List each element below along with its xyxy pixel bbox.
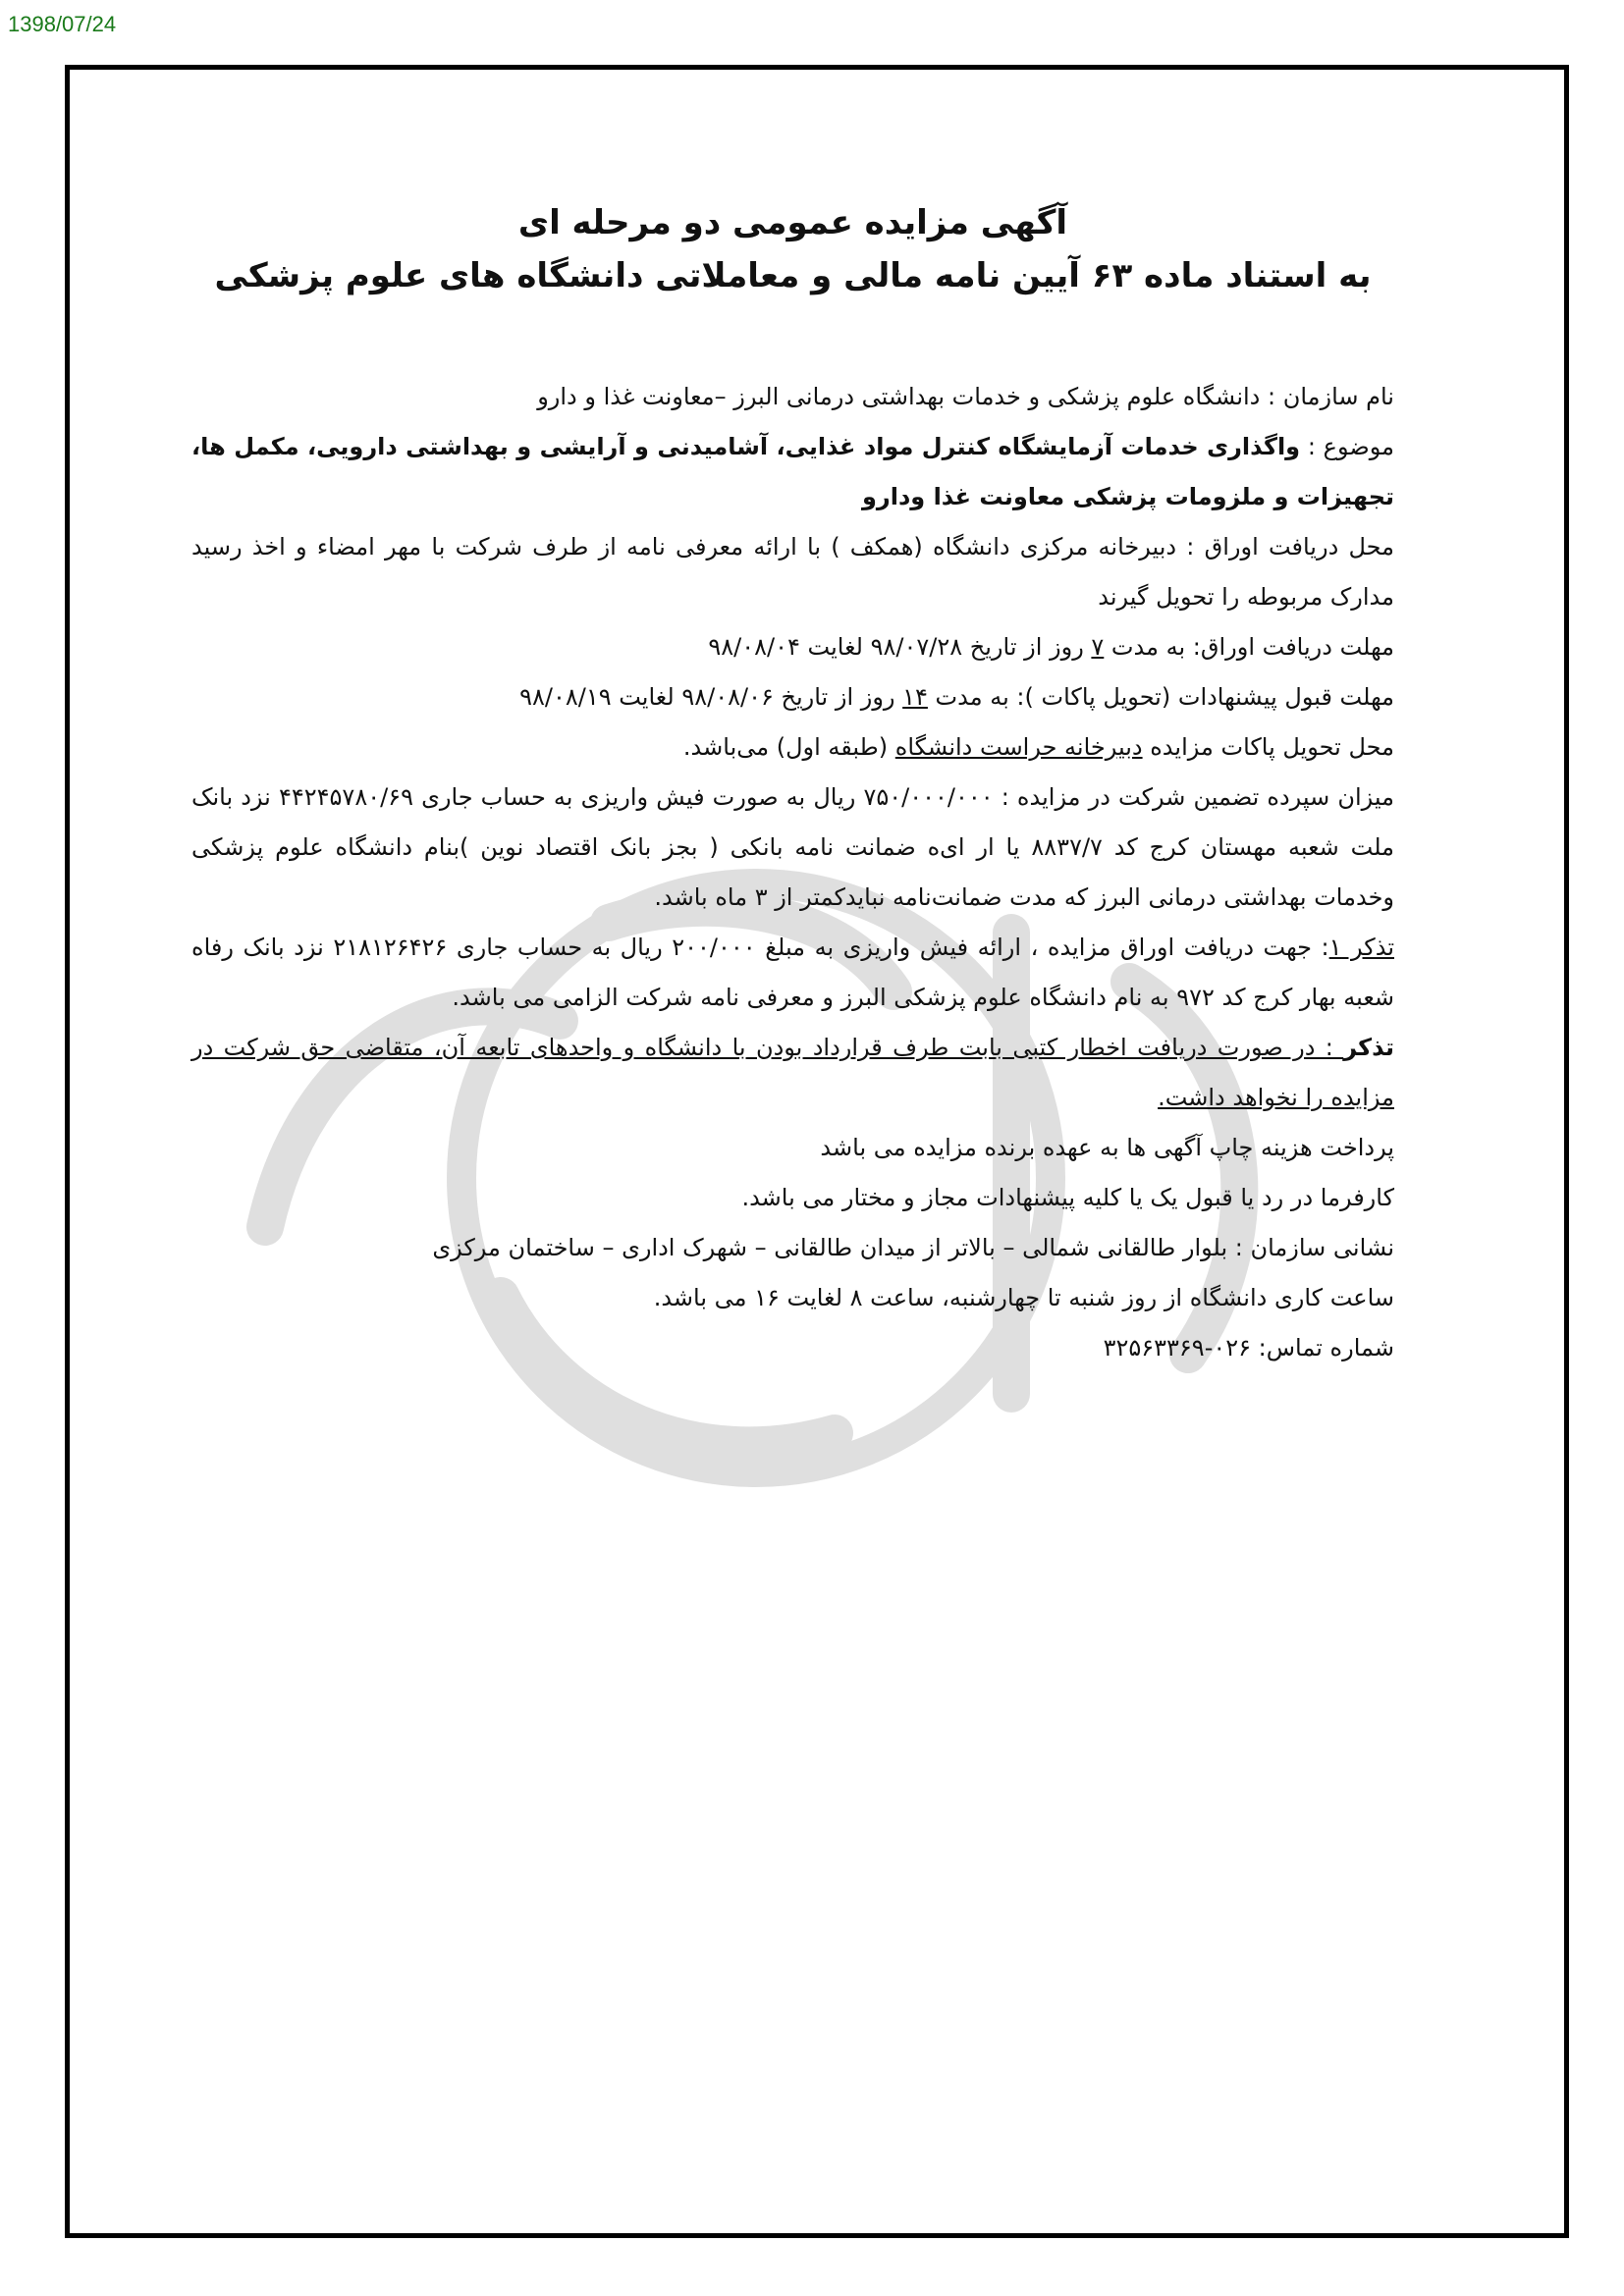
working-hours-line: ساعت کاری دانشگاه از روز شنبه تا چهارشنبه، ساعت ۸ لغایت ۱۶ می باشد. [653, 1283, 1394, 1311]
document-title: آگهی مزایده عمومی دو مرحله ای [517, 203, 1068, 242]
proposal-prefix: مهلت قبول پیشنهادات (تحویل پاکات ): به مدت [927, 682, 1394, 711]
delivery-suffix: (طبقه اول) می‌باشد. [682, 732, 895, 761]
proposal-deadline [191, 672, 1394, 722]
note-2-text: : در صورت دریافت اخطار کتبی بابت طرف قرارداد بودن با دانشگاه و واحدهای تابعه آن، متقاضی حق شرکت در مزایده را نخواهد داشت. [191, 1033, 1394, 1111]
note-1-text: : جهت دریافت اوراق مزایده ، ارائه فیش واریزی به مبلغ ۲۰۰/۰۰۰ ریال به حساب جاری ۲۱۸۱۲۶۴۲۶ نزد بانک رفاه شعبه بهار کرج کد ۹۷۲ به نام دانشگاه علوم پزشکی البرز و معرفی نامه شرکت الزامی می باشد. [191, 933, 1394, 1011]
delivery-prefix: محل تحویل پاکات مزایده [1142, 732, 1394, 761]
delivery-place: دبیرخانه حراست دانشگاه [894, 732, 1143, 761]
organization-line: نام سازمان : دانشگاه علوم پزشکی و خدمات بهداشتی درمانی البرز –معاونت غذا و دارو [537, 382, 1394, 410]
subject-label: موضوع : [1300, 432, 1394, 460]
address-line: نشانی سازمان : بلوار طالقانی شمالی – بالاتر از میدان طالقانی – شهرک اداری – ساختمان مرکزی [432, 1233, 1394, 1261]
subject-paragraph [191, 422, 1394, 522]
note-1-label: تذکر ۱ [1328, 933, 1394, 961]
proposal-suffix: روز از تاریخ ۹۸/۰۸/۰۶ لغایت ۹۸/۰۸/۱۹ [519, 682, 903, 711]
note-1 [191, 923, 1394, 1023]
document-location: محل دریافت اوراق : دبیرخانه مرکزی دانشگاه (همکف ) با ارائه معرفی نامه از طرف شرکت با مهر امضاء و اخذ رسید مدارک مربوطه را تحویل گیرند [191, 532, 1394, 611]
deadline-suffix: روز از تاریخ ۹۸/۰۷/۲۸ لغایت ۹۸/۰۸/۰۴ [708, 632, 1092, 661]
ad-cost-line: پرداخت هزینه چاپ آگهی ها به عهده برنده مزایده می باشد [820, 1133, 1394, 1161]
deadline-prefix: مهلت دریافت اوراق: به مدت [1104, 632, 1394, 661]
note-2-label: تذکر [1343, 1033, 1394, 1061]
date-stamp: 1398/07/24 [8, 12, 117, 36]
document-deadline [191, 622, 1394, 672]
phone-line: شماره تماس: ۰۲۶-۳۲۵۶۳۳۶۹ [1103, 1333, 1394, 1362]
delivery-location [191, 722, 1394, 773]
note-2 [191, 1023, 1394, 1123]
proposal-days: ۱۴ [902, 682, 928, 711]
deadline-days: ۷ [1091, 632, 1105, 661]
employer-rights-line: کارفرما در رد یا قبول یک یا کلیه پیشنهادات مجاز و مختار می باشد. [741, 1183, 1394, 1211]
guarantee-paragraph: میزان سپرده تضمین شرکت در مزایده : ۷۵۰/۰۰۰/۰۰۰ ریال به صورت فیش واریزی به حساب جاری ۴۴۲۴۵۷۸۰/۶۹ نزد بانک ملت شعبه مهستان کرج کد ۸۸۳۷/۷ یا ار ای‌ه ضمانت نامه بانکی ( بجز بانک اقتصاد نوین )بنام دانشگاه علوم پزشکی وخدمات بهداشتی درمانی البرز که مدت ضمانت‌نامه نبایدکمتر از ۳ ماه باشد. [191, 782, 1395, 911]
document-subtitle: به استناد ماده ۶۳ آیین نامه مالی و معاملاتی دانشگاه های علوم پزشکی [214, 256, 1372, 296]
document-body [191, 196, 1394, 1373]
subject-text: واگذاری خدمات آزمایشگاه کنترل مواد غذایی، آشامیدنی و آرایشی و بهداشتی دارویی، مکمل ها، تجهیزات و ملزومات پزشکی معاونت غذا ودارو [191, 432, 1394, 510]
